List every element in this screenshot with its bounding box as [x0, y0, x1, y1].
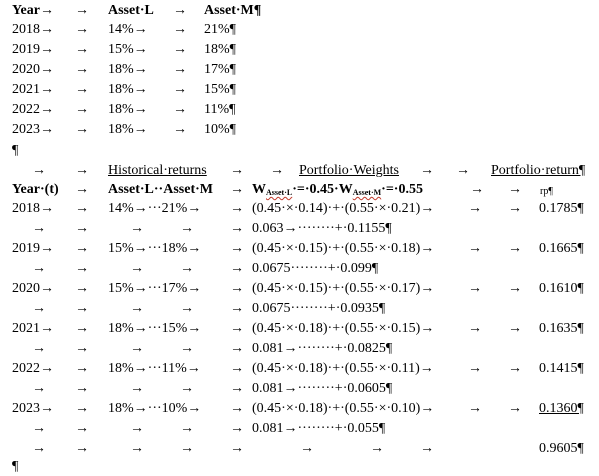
arrow: → — [370, 441, 384, 456]
year-cell: 2020→ — [12, 281, 54, 296]
calculation-result: 0.081→········+·0.0605¶ — [252, 381, 393, 396]
asset-m-value: 18%¶ — [204, 42, 237, 57]
asset-m-value: 11%¶ — [204, 102, 236, 117]
asset-l-value: 18%→ — [108, 62, 148, 77]
year-cell: 2022→ — [12, 361, 54, 376]
calculation: (0.45·×·0.18)·+·(0.55·×·0.10)→ — [252, 401, 435, 416]
arrow: → — [75, 182, 89, 197]
arrow: → — [130, 421, 144, 436]
arrow: → — [32, 163, 46, 178]
arrow: → — [75, 341, 89, 356]
historical-returns-heading: Historical·returns — [108, 163, 207, 178]
calculation: (0.45·×·0.15)·+·(0.55·×·0.17)→ — [252, 281, 435, 296]
calculation-result: 0.081→········+·0.055¶ — [252, 421, 386, 436]
year-cell: 2021→ — [12, 321, 54, 336]
arrow: → — [173, 3, 187, 18]
arrow: → — [75, 261, 89, 276]
asset-m-value: 15%¶ — [204, 82, 237, 97]
year-cell: 2020→ — [12, 62, 54, 77]
portfolio-return-heading: Portfolio·return¶ — [491, 163, 586, 178]
arrow: → — [180, 301, 194, 316]
portfolio-return-value: 0.1610¶ — [539, 281, 584, 296]
arrow: → — [470, 182, 484, 197]
arrow: → — [173, 22, 187, 37]
arrow: → — [75, 421, 89, 436]
arrow: → — [75, 42, 89, 57]
calculation-result: 0.063→········+·0.1155¶ — [252, 221, 392, 236]
arrow: → — [508, 361, 522, 376]
year-cell: 2023→ — [12, 122, 54, 137]
asset-m-value: 10%¶ — [204, 122, 237, 137]
arrow: → — [75, 321, 89, 336]
returns-pair: 18%→···10%→ — [108, 401, 202, 416]
arrow: → — [75, 381, 89, 396]
arrow: → — [75, 122, 89, 137]
arrow: → — [75, 201, 89, 216]
arrow: → — [230, 182, 244, 197]
arrow: → — [173, 42, 187, 57]
year-cell: 2019→ — [12, 241, 54, 256]
arrow: → — [32, 381, 46, 396]
arrow: → — [130, 381, 144, 396]
arrow: → — [468, 321, 482, 336]
arrow: → — [420, 163, 434, 178]
portfolio-return-value: 0.1665¶ — [539, 241, 584, 256]
w-eq-l: ·=·0.45· — [292, 182, 339, 197]
calculation: (0.45·×·0.18)·+·(0.55·×·0.15)→ — [252, 321, 435, 336]
portfolio-return-value: 0.1635¶ — [539, 321, 584, 336]
header-asset-l: Asset·L — [108, 3, 154, 18]
arrow: → — [180, 261, 194, 276]
arrow: → — [130, 301, 144, 316]
arrow: → — [420, 441, 434, 456]
calculation-result: 0.081→········+·0.0825¶ — [252, 341, 393, 356]
arrow: → — [130, 341, 144, 356]
calculation-result: 0.0675········+·0.0935¶ — [252, 301, 386, 316]
year-cell: 2018→ — [12, 22, 54, 37]
total-return-value: 0.9605¶ — [539, 441, 584, 456]
arrow: → — [230, 241, 244, 256]
arrow: → — [180, 381, 194, 396]
arrow: → — [32, 421, 46, 436]
arrow: → — [230, 221, 244, 236]
arrow: → — [230, 261, 244, 276]
arrow: → — [230, 361, 244, 376]
arrow: → — [230, 321, 244, 336]
asset-l-value: 18%→ — [108, 82, 148, 97]
arrow: → — [180, 441, 194, 456]
arrow: → — [468, 241, 482, 256]
arrow: → — [32, 341, 46, 356]
arrow: → — [180, 341, 194, 356]
asset-m-label: Asset·M — [163, 182, 213, 197]
arrow: → — [230, 301, 244, 316]
arrow: → — [230, 381, 244, 396]
asset-lm-heading — [108, 181, 213, 199]
asset-l-label: Asset·L — [108, 182, 154, 197]
header-year: Year→ — [12, 3, 54, 18]
arrow: → — [130, 221, 144, 236]
year-cell: 2022→ — [12, 102, 54, 117]
calculation: (0.45·×·0.15)·+·(0.55·×·0.18)→ — [252, 241, 435, 256]
blank-paragraph: ¶ — [12, 143, 19, 158]
year-cell: 2018→ — [12, 201, 54, 216]
portfolio-return-value: 0.1415¶ — [539, 361, 584, 376]
arrow: → — [75, 361, 89, 376]
arrow: → — [508, 281, 522, 296]
arrow: → — [508, 201, 522, 216]
arrow: → — [130, 261, 144, 276]
arrow: → — [173, 62, 187, 77]
w-symbol: W — [252, 182, 266, 197]
arrow: → — [75, 163, 89, 178]
calculation: (0.45·×·0.18)·+·(0.55·×·0.11)→ — [252, 361, 434, 376]
arrow: → — [32, 441, 46, 456]
arrow: → — [230, 441, 244, 456]
asset-m-value: 21%¶ — [204, 22, 237, 37]
arrow: → — [75, 22, 89, 37]
asset-m-value: 17%¶ — [204, 62, 237, 77]
arrow: → — [75, 62, 89, 77]
arrow: → — [230, 163, 244, 178]
year-cell: 2019→ — [12, 42, 54, 57]
rp-label: rp¶ — [540, 186, 553, 197]
portfolio-return-value: 0.1360¶ — [539, 401, 584, 416]
calculation: (0.45·×·0.14)·+·(0.55·×·0.21)→ — [252, 201, 435, 216]
arrow: → — [230, 401, 244, 416]
arrow: → — [300, 441, 314, 456]
arrow: → — [230, 421, 244, 436]
arrow: → — [230, 341, 244, 356]
weights-formula — [252, 181, 423, 199]
asset-l-value: 18%→ — [108, 102, 148, 117]
returns-pair: 14%→···21%→ — [108, 201, 202, 216]
asset-l-value: 14%→ — [108, 22, 148, 37]
arrow: → — [32, 221, 46, 236]
year-cell: 2023→ — [12, 401, 54, 416]
arrow: → — [75, 301, 89, 316]
arrow: → — [270, 163, 284, 178]
w-subscript-l: Asset·L — [266, 188, 293, 197]
returns-pair: 18%→···11%→ — [108, 361, 201, 376]
w-subscript-m: Asset·M — [352, 188, 382, 197]
arrow: → — [75, 441, 89, 456]
arrow: → — [75, 401, 89, 416]
calculation-result: 0.0675········+·0.099¶ — [252, 261, 379, 276]
w-eq-m: ·=·0.55 — [381, 182, 423, 197]
arrow: → — [32, 301, 46, 316]
year-cell: 2021→ — [12, 82, 54, 97]
asset-l-value: 15%→ — [108, 42, 148, 57]
arrow: → — [75, 221, 89, 236]
arrow: → — [180, 221, 194, 236]
arrow: → — [508, 401, 522, 416]
asset-lm-sep: ·· — [153, 182, 164, 197]
arrow: → — [468, 281, 482, 296]
arrow: → — [75, 241, 89, 256]
w-symbol: W — [338, 182, 353, 197]
end-paragraph: ¶ — [12, 459, 19, 474]
arrow: → — [75, 82, 89, 97]
arrow: → — [230, 281, 244, 296]
arrow: → — [75, 281, 89, 296]
year-t-heading: Year·(t) — [12, 182, 59, 197]
arrow: → — [173, 122, 187, 137]
returns-pair: 18%→···15%→ — [108, 321, 202, 336]
arrow: → — [468, 361, 482, 376]
arrow: → — [180, 421, 194, 436]
arrow: → — [130, 441, 144, 456]
arrow: → — [508, 241, 522, 256]
portfolio-return-value: 0.1785¶ — [539, 201, 584, 216]
arrow: → — [456, 163, 470, 178]
returns-pair: 15%→···17%→ — [108, 281, 202, 296]
arrow: → — [173, 82, 187, 97]
asset-l-value: 18%→ — [108, 122, 148, 137]
arrow: → — [508, 182, 522, 197]
arrow: → — [173, 102, 187, 117]
returns-pair: 15%→···18%→ — [108, 241, 202, 256]
arrow: → — [468, 401, 482, 416]
arrow: → — [508, 321, 522, 336]
portfolio-weights-heading: Portfolio·Weights — [299, 163, 399, 178]
arrow: → — [75, 102, 89, 117]
arrow: → — [230, 201, 244, 216]
arrow: → — [75, 3, 89, 18]
header-asset-m: Asset·M¶ — [204, 3, 262, 18]
arrow: → — [32, 261, 46, 276]
arrow: → — [468, 201, 482, 216]
